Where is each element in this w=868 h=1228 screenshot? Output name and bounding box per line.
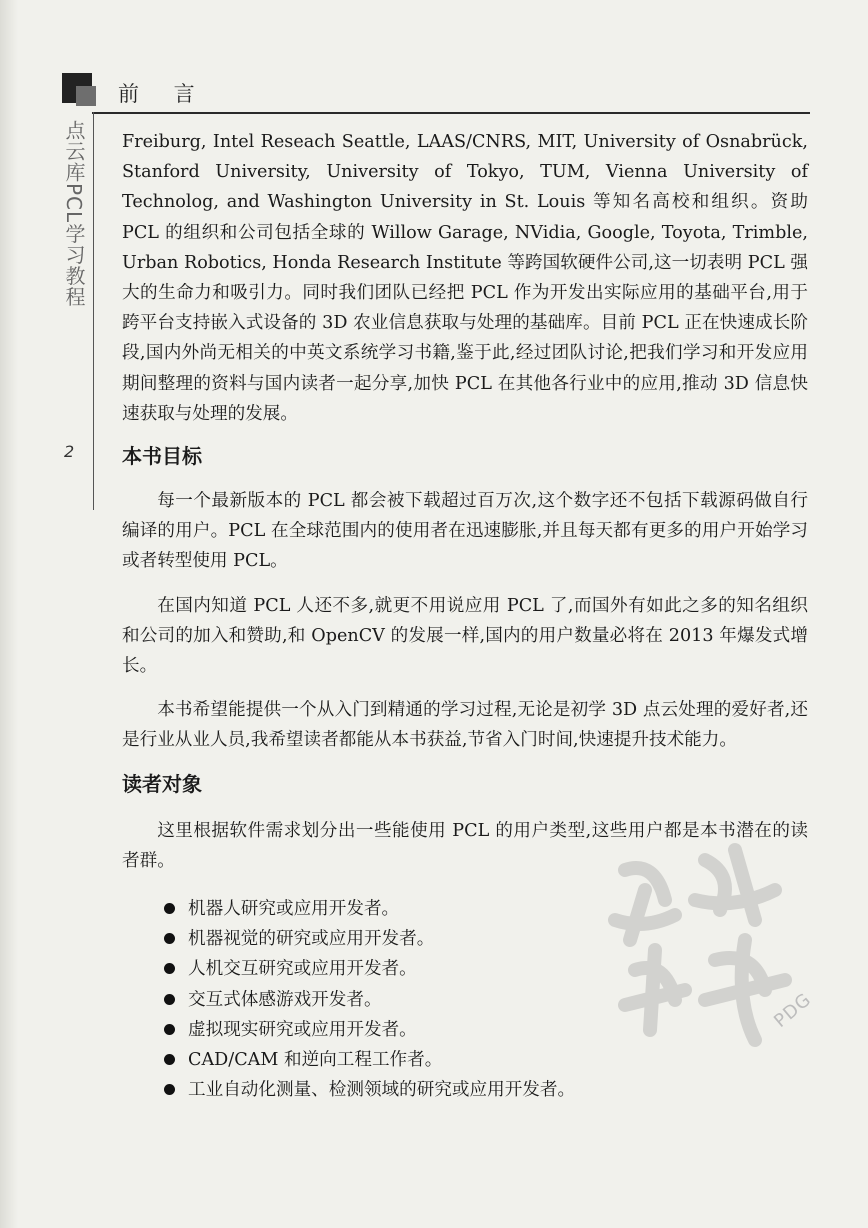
side-book-title: 点云库PCL学习教程 <box>62 120 86 308</box>
list-item: CAD/CAM 和逆向工程工作者。 <box>162 1045 808 1075</box>
goal-paragraph-3: 本书希望能提供一个从入门到精通的学习过程,无论是初学 3D 点云处理的爱好者,还是行业从业人员,我希望读者都能从本书获益,节省入门时间,快速提升技术能力。 <box>122 700 808 751</box>
bullet-dot <box>164 1054 175 1065</box>
watermark-text: PDG <box>770 989 816 1032</box>
page-body <box>122 127 808 1105</box>
list-item: 交互式体感游戏开发者。 <box>162 985 808 1015</box>
goal-paragraph-1: 每一个最新版本的 PCL 都会被下载超过百万次,这个数字还不包括下载源码做自行编译的用户。PCL 在全球范围内的使用者在迅速膨胀,并且每天都有更多的用户开始学习或者转型使用 PCL。 <box>122 491 808 572</box>
bullet-dot <box>164 903 175 914</box>
list-item: 虚拟现实研究或应用开发者。 <box>162 1015 808 1045</box>
side-rule <box>93 112 94 510</box>
list-item: 机器视觉的研究或应用开发者。 <box>162 924 808 954</box>
page-edge <box>0 0 18 1228</box>
bullet-dot <box>164 963 175 974</box>
intro-paragraph: Freiburg, Intel Reseach Seattle, LAAS/CNRS, MIT, University of Osnabrück, Stanford University, University of Tokyo, TUM, Vienna University of Technolog, and Washington University in St. Louis 等知名高校和组织。资助 PCL 的组织和公司包括全球的 Willow Garage, NVidia, Google, Toyota, Trimble, Urban Robotics, Honda Research Institute 等跨国软硬件公司,这一切表明 PCL 强大的生命力和吸引力。同时我们团队已经把 PCL 作为开发出实际应用的基础平台,用于跨平台支持嵌入式设备的 3D 农业信息获取与处理的基础库。目前 PCL 正在快速成长阶段,国内外尚无相关的中英文系统学习书籍,鉴于此,经过团队讨论,把我们学习和开发应用期间整理的资料与国内读者一起分享,加快 PCL 在其他各行业中的应用,推动 3D 信息快速获取与处理的发展。 <box>122 132 808 424</box>
list-item: 机器人研究或应用开发者。 <box>162 894 808 924</box>
header-corner-mark-shade <box>76 86 96 106</box>
bullet-dot <box>164 994 175 1005</box>
list-item: 工业自动化测量、检测领域的研究或应用开发者。 <box>162 1075 808 1105</box>
bullet-dot <box>164 1024 175 1035</box>
bullet-dot <box>164 1084 175 1095</box>
page-number: 2 <box>64 442 75 461</box>
running-header-title: 前 言 <box>118 82 209 106</box>
bullet-dot <box>164 933 175 944</box>
readers-heading: 读者对象 <box>122 771 202 796</box>
readers-intro: 这里根据软件需求划分出一些能使用 PCL 的用户类型,这些用户都是本书潜在的读者群。 <box>122 820 808 871</box>
goal-heading: 本书目标 <box>122 444 202 469</box>
header-rule <box>92 112 810 114</box>
goal-paragraph-2: 在国内知道 PCL 人还不多,就更不用说应用 PCL 了,而国外有如此之多的知名组织和公司的加入和赞助,和 OpenCV 的发展一样,国内的用户数量必将在 2013 年爆发式增长。 <box>122 595 808 677</box>
readers-list <box>162 894 808 1105</box>
list-item: 人机交互研究或应用开发者。 <box>162 954 808 984</box>
